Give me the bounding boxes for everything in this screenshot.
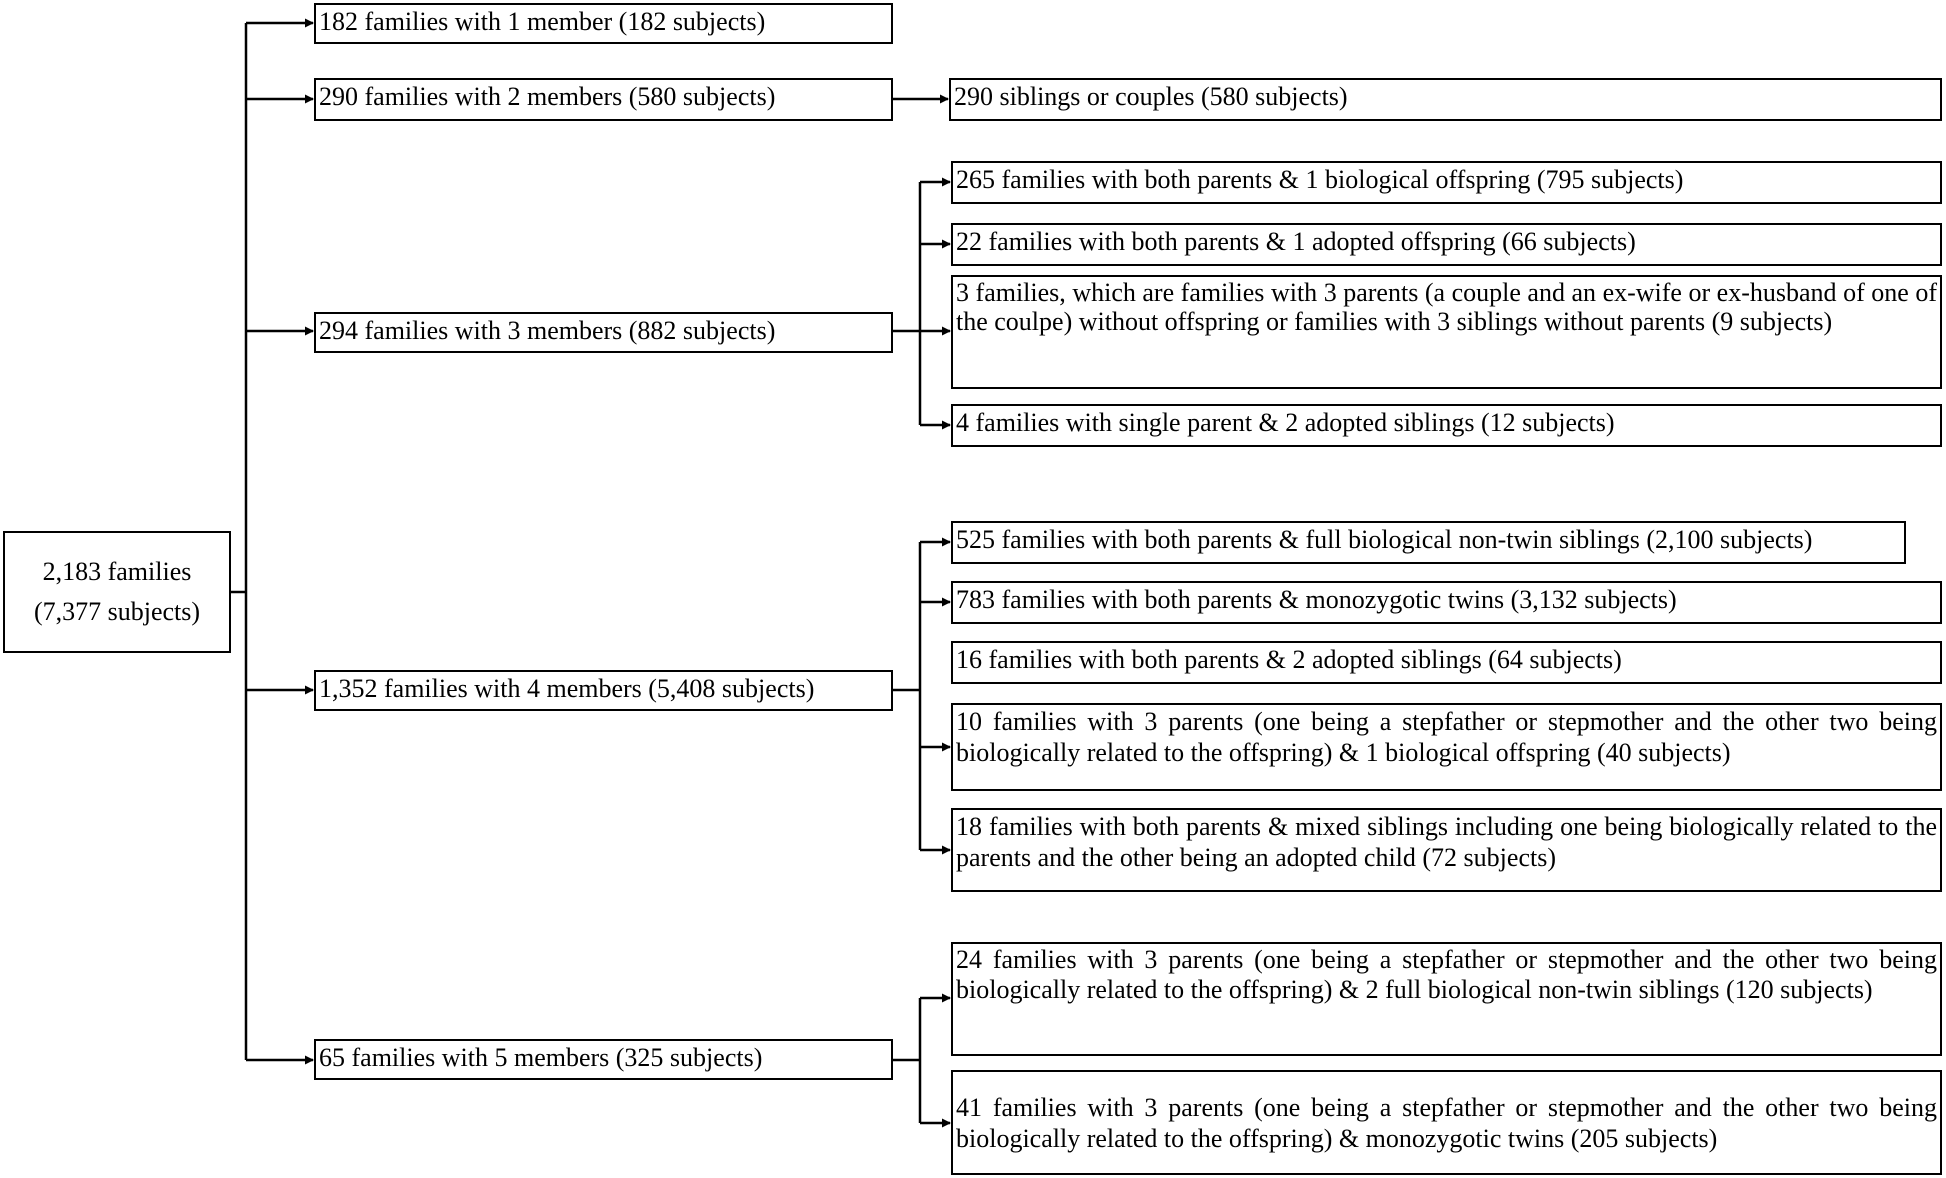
node-5-members: 65 families with 5 members (325 subjects)	[314, 1039, 893, 1080]
node-4m-three-parents-one-offspring: 10 families with 3 parents (one being a stepfather or stepmother and the other two being biologically related to the offspring) & 1 biological offspring (40 subjects)	[951, 703, 1942, 791]
node-3-members: 294 families with 3 members (882 subjects)	[314, 312, 893, 353]
node-1-member: 182 families with 1 member (182 subjects)	[314, 3, 893, 44]
node-4m-adopted-siblings: 16 families with both parents & 2 adopted siblings (64 subjects)	[951, 641, 1942, 684]
node-siblings-or-couples: 290 siblings or couples (580 subjects)	[949, 78, 1942, 121]
node-5m-three-parents-twins: 41 families with 3 parents (one being a stepfather or stepmother and the other two being biologically related to the offspring) & monozygotic twins (205 subjects)	[951, 1070, 1942, 1175]
node-3m-three-parents-or-siblings: 3 families, which are families with 3 parents (a couple and an ex-wife or ex-husband of one of the coulpe) without offspring or families with 3 siblings without parents (9 subjects)	[951, 275, 1942, 389]
root-node	[3, 531, 231, 653]
node-3m-single-parent-adopted: 4 families with single parent & 2 adopted siblings (12 subjects)	[951, 404, 1942, 447]
node-3m-adopted-offspring: 22 families with both parents & 1 adopted offspring (66 subjects)	[951, 223, 1942, 266]
root-families: 2,183 families	[42, 557, 192, 586]
node-4m-monozygotic-twins: 783 families with both parents & monozygotic twins (3,132 subjects)	[951, 581, 1942, 624]
node-2-members: 290 families with 2 members (580 subjects)	[314, 78, 893, 121]
node-5m-three-parents-two-siblings: 24 families with 3 parents (one being a stepfather or stepmother and the other two being biologically related to the offspring) & 2 full biological non-twin siblings (120 subjects)	[951, 942, 1942, 1056]
node-4-members: 1,352 families with 4 members (5,408 subjects)	[314, 670, 893, 711]
node-3m-biological-offspring: 265 families with both parents & 1 biological offspring (795 subjects)	[951, 161, 1942, 204]
root-subjects: (7,377 subjects)	[33, 597, 201, 626]
node-4m-mixed-siblings: 18 families with both parents & mixed siblings including one being biologically related to the parents and the other being an adopted child (72 subjects)	[951, 808, 1942, 892]
node-4m-full-biological-siblings: 525 families with both parents & full biological non-twin siblings (2,100 subjects)	[951, 521, 1906, 564]
